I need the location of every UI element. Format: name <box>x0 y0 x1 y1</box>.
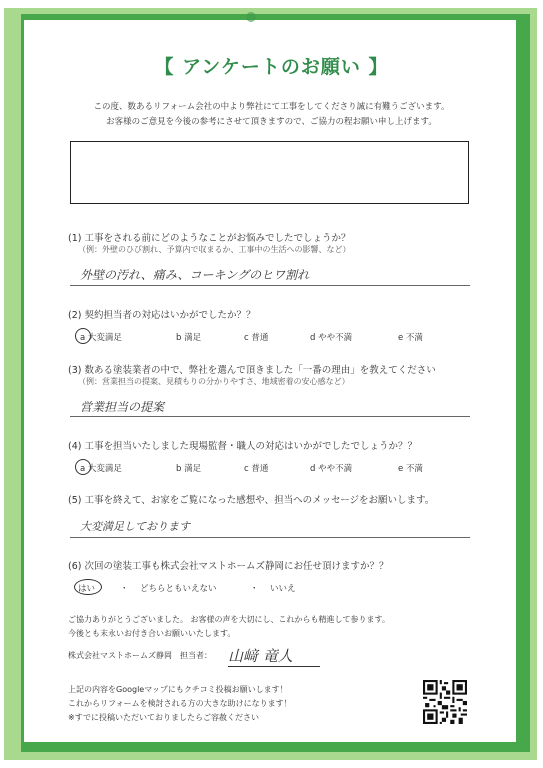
thanks-line-1: ご協力ありがとうございました。 お客様の声を大切にし、これからも精進して参ります。 <box>68 615 390 624</box>
question-1-answer-line <box>70 285 470 286</box>
option-d[interactable]: d やや不満 <box>310 333 353 343</box>
option-a[interactable]: a 大変満足 <box>80 464 122 474</box>
survey-title: 【 アンケートのお願い 】 <box>154 56 389 78</box>
question-3: (3) 数ある塗装業者の中で、弊社を選んで頂きました「一番の理由」を教えてください <box>68 365 436 376</box>
redacted-box <box>70 141 469 204</box>
option-d[interactable]: d やや不満 <box>310 464 353 474</box>
question-6: (6) 次回の塗装工事も株式会社マストホームズ静岡にお任せ頂けますか？？ <box>68 561 389 572</box>
option-yes[interactable]: はい <box>78 584 96 594</box>
option-separator: ・ <box>120 584 129 594</box>
question-3-example: （例：営業担当の提案、見積もりの分かりやすさ、地域密着の安心感など） <box>78 377 350 386</box>
question-1: (1) 工事をされる前にどのようなことがお悩みでしたでしょうか？ <box>68 233 351 244</box>
option-b[interactable]: b 満足 <box>176 333 202 343</box>
signature-line <box>228 666 320 667</box>
footer-line-1: 上記の内容をGoogleマップにもクチコミ投稿お願いします！ <box>68 685 288 694</box>
option-neutral[interactable]: どちらともいえない <box>140 584 217 594</box>
intro-line-1: この度、数あるリフォーム会社の中より弊社にて工事をしてくださり誠に有難うございます。 <box>93 102 450 112</box>
question-4: (4) 工事を担当いたしました現場監督・職人の対応はいかがでしたでしょうか？？ <box>68 441 417 452</box>
option-c[interactable]: c 普通 <box>244 333 269 343</box>
option-separator: ・ <box>250 584 259 594</box>
footer-line-2: これからリフォームを検討される方の大きな助けになります！ <box>68 699 292 708</box>
question-1-answer[interactable]: 外壁の汚れ、痛み、コーキングのヒワ割れ <box>80 268 310 282</box>
intro-line-2: お客様のご意見を今後の参考にさせて頂きますので、ご協力の程お願い申し上げます。 <box>106 117 437 127</box>
staff-signature: 山﨑 竜人 <box>228 647 293 665</box>
question-3-answer-line <box>70 416 470 417</box>
question-5-answer[interactable]: 大変満足しております <box>80 520 190 533</box>
option-a[interactable]: a 大変満足 <box>80 333 122 343</box>
company-name: 株式会社マストホームズ静岡 担当者： <box>68 651 212 660</box>
punch-hole <box>246 12 256 22</box>
option-no[interactable]: いいえ <box>270 584 296 594</box>
option-c[interactable]: c 普通 <box>244 464 269 474</box>
question-1-example: （例：外壁のひび割れ、予算内で収まるか、工事中の生活への影響、など） <box>78 245 351 254</box>
question-5: (5) 工事を終えて、お家をご覧になった感想や、担当へのメッセージをお願いします。 <box>68 495 435 506</box>
question-2: (2) 契約担当者の対応はいかがでしたか？？ <box>68 310 256 321</box>
option-b[interactable]: b 満足 <box>176 464 202 474</box>
option-e[interactable]: e 不満 <box>398 333 423 343</box>
thanks-line-2: 今後とも末永いお付き合いお願いいたします。 <box>68 629 236 638</box>
option-e[interactable]: e 不満 <box>398 464 423 474</box>
footer-line-3: ※すでに投稿いただいておりましたらご容赦ください <box>68 713 259 722</box>
question-5-answer-line <box>70 537 470 538</box>
question-3-answer[interactable]: 営業担当の提案 <box>80 400 165 414</box>
qr-code-icon[interactable] <box>423 680 467 724</box>
